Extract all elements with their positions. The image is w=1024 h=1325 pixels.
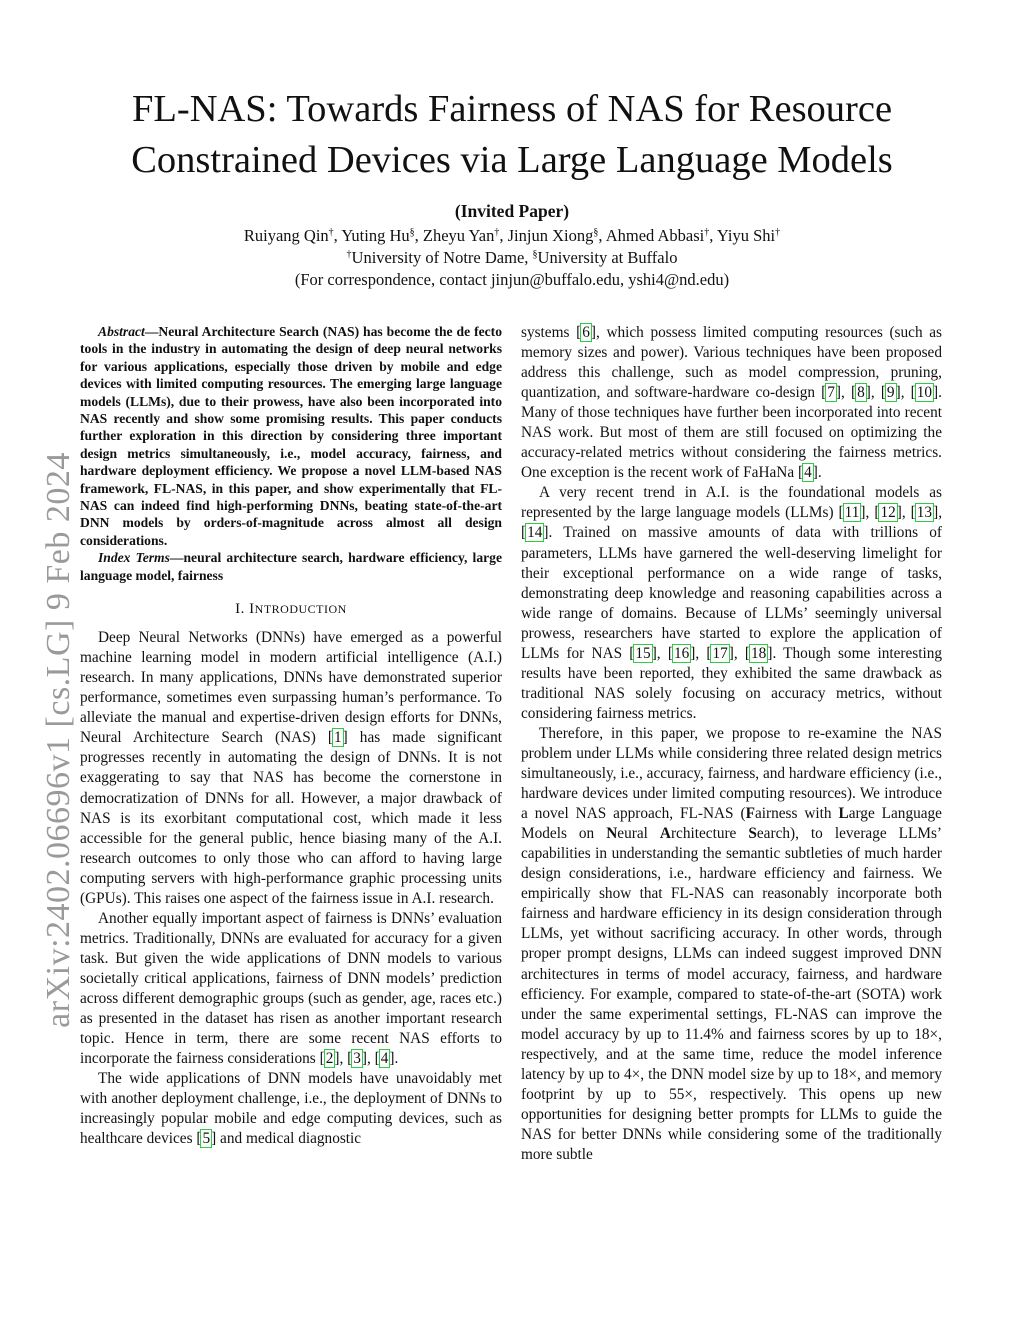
- paragraph: [80, 909, 502, 1069]
- arxiv-side-identifier: arXiv:2402.06696v1 [cs.LG] 9 Feb 2024: [40, 452, 77, 1028]
- paragraph: [521, 724, 942, 1165]
- bracket: [: [910, 384, 916, 402]
- bracket: [: [744, 644, 751, 662]
- author-name: Zheyu Yan: [422, 226, 495, 245]
- citation-link[interactable]: 16: [673, 644, 690, 662]
- bracket: ]: [342, 729, 348, 747]
- separator: ,: [900, 384, 911, 402]
- separator: ,: [870, 384, 881, 402]
- citation-link[interactable]: 13: [916, 504, 933, 522]
- bracket: ]: [690, 644, 696, 662]
- separator: ,: [499, 226, 508, 245]
- bracket: ]: [590, 324, 596, 341]
- affiliation-2: University at Buffalo: [537, 248, 678, 267]
- text: and medical diagnostic: [216, 1130, 362, 1148]
- text: airness with: [754, 805, 839, 823]
- citation-link[interactable]: 1: [333, 729, 342, 747]
- text: has made significant progresses recently in automating the design of DNNs. It is not exaggerating to say that NAS has become the cornerstone in democratization of DNNs for all. However, a major drawback of NAS is its exorbitant computational cost, which made it less accessible for the general public, hence biasing many of the A.I. research outcomes to only those who can afford to having large computing servers with high-performance graphic processing units (GPUs). This raises one aspect of the fairness issue in A.I. research.: [80, 729, 502, 907]
- citation-link[interactable]: 17: [712, 644, 728, 662]
- text: The wide applications of DNN models have unavoidably met with another deployment challenge, i.e., the deployment of DNNs to increasingly popular mobile and edge computing devices, such as healthcare devices: [80, 1070, 502, 1148]
- bracket: [: [576, 324, 582, 341]
- bracket: [: [327, 729, 333, 747]
- index-terms: [80, 549, 502, 584]
- bracket: ]: [895, 384, 901, 402]
- bracket: ]: [933, 384, 939, 402]
- citation-link[interactable]: 2: [325, 1050, 334, 1068]
- affiliations: [0, 247, 1024, 269]
- affiliation-mark: §: [593, 227, 599, 238]
- separator: ,: [695, 644, 707, 662]
- abstract: [80, 323, 502, 549]
- index-terms-text: neural architecture search, hardware efficiency, large language model, fairness: [80, 550, 502, 583]
- citation-link[interactable]: 11: [844, 504, 860, 522]
- bracket: [: [319, 1050, 325, 1068]
- affiliation-mark: †: [346, 249, 352, 260]
- bracket: [: [347, 1050, 353, 1068]
- bracket: ]: [933, 504, 939, 522]
- affiliation-mark: §: [532, 249, 538, 260]
- text: .: [394, 1050, 399, 1068]
- citation-link[interactable]: 10: [916, 384, 933, 402]
- bracket: [: [874, 504, 880, 522]
- citation-link[interactable]: 18: [751, 644, 767, 662]
- acronym-letter: N: [606, 825, 618, 843]
- citation-link[interactable]: 7: [827, 384, 835, 402]
- bracket: [: [910, 504, 916, 522]
- citation-link[interactable]: 14: [527, 524, 543, 542]
- author-name: Yiyu Shi: [716, 226, 776, 245]
- text: A very recent trend in A.I. is the foundational models as represented by the large language models (LLMs): [521, 484, 942, 522]
- acronym-letter: L: [838, 805, 849, 823]
- citation-link[interactable]: 8: [857, 384, 865, 402]
- bracket: [: [706, 644, 712, 662]
- bracket: [: [838, 504, 844, 522]
- author-name: Jinjun Xiong: [507, 226, 594, 245]
- bracket: [: [850, 384, 857, 402]
- section-heading-introduction: [80, 599, 502, 619]
- dash: —: [144, 324, 159, 339]
- separator: ,: [865, 504, 875, 522]
- separator: ,: [709, 226, 717, 245]
- text: Another equally important aspect of fairness is DNNs’ evaluation metrics. Traditionally, DNNs are evaluated for accuracy for a given task. But given the wide applications of DNN models to various societally critical applications, fairness of DNN models’ prediction across different demographic groups (such as gender, age, races etc.) as presented in the dataset has risen as another important research topic. Hence in term, there are some recent NAS efforts to incorporate the fairness considerations: [80, 909, 502, 1068]
- paragraph: [80, 1069, 502, 1149]
- text: earch), to leverage LLMs’ capabilities in understanding the semantic subtleties of much harder design considerations, i.e., hardware efficiency and fairness. We empirically show that FL-NAS can reasonably incorporate both fairness and hardware efficiency in its design consideration through LLMs, yet without sacrificing accuracy. In other words, through proper prompt designs, LLMs can indeed suggest improved DNN architectures in terms of model accuracy, fairness, and hardware efficiency. For example, compared to state-of-the-art (SOTA) work under the same experimental settings, FL-NAS can improve the model accuracy by up to 11.4% and fairness scores by up to 18×, respectively, and at the same time, reduce the model inference latency by up to 4×, the DNN model size by up to 18×, and memory footprint by up to 55×, respectively. This opens up new opportunities for designing better prompts for LLMs to guide the NAS for better DNNs while considering some of the traditionally more subtle: [521, 825, 943, 1163]
- acronym-letter: A: [659, 825, 671, 843]
- bracket: [: [196, 1130, 202, 1148]
- bracket: ]: [543, 524, 549, 542]
- citation-link[interactable]: 3: [353, 1050, 361, 1068]
- title-line-2: Constrained Devices via Large Language Models: [131, 139, 893, 181]
- separator: ,: [339, 1050, 348, 1068]
- author-list: [0, 225, 1024, 247]
- author-name: Yuting Hu: [341, 226, 410, 245]
- bracket: ]: [896, 504, 902, 522]
- bracket: [: [821, 384, 827, 402]
- paragraph: [80, 628, 502, 909]
- dash: —: [169, 550, 184, 566]
- citation-link[interactable]: 4: [380, 1050, 389, 1068]
- separator: ,: [333, 226, 342, 245]
- bracket: ]: [361, 1050, 367, 1068]
- bracket: [: [667, 644, 673, 662]
- separator: ,: [414, 226, 423, 245]
- bracket: [: [374, 1050, 380, 1068]
- separator: ,: [598, 226, 606, 245]
- bracket: [: [797, 464, 804, 482]
- text: . Though some interesting results have been reported, they exhibited the same drawback as traditional NAS solely focusing on accuracy metrics, without considering fairness metrics.: [521, 644, 943, 722]
- section-title-rest: NTRODUCTION: [254, 602, 347, 617]
- bracket: ]: [389, 1050, 395, 1068]
- affiliation-1: University of Notre Dame,: [351, 248, 533, 267]
- citation-link[interactable]: 12: [880, 504, 896, 522]
- paragraph: [521, 483, 942, 724]
- right-column: [521, 323, 942, 1165]
- separator: ,: [938, 504, 943, 522]
- invited-paper-label: (Invited Paper): [454, 201, 570, 221]
- bracket: ]: [865, 384, 871, 402]
- separator: ,: [841, 384, 851, 402]
- section-title-initial: I: [249, 601, 255, 618]
- bracket: ]: [835, 384, 842, 402]
- text: Therefore, in this paper, we propose to re-examine the NAS problem under LLMs while considering three related design metrics simultaneously, i.e., accuracy, fairness, and hardware efficiency (i.e., hardware devices under limited computing resources). We introduce a novel NAS approach, FL-NAS (: [521, 724, 942, 823]
- text: . Trained on massive amounts of data with trillions of parameters, LLMs have garnered the well-deserving limelight for their exceptional performance on a wide range of tasks, demonstrating deep knowledge and reasoning capabilities across a wide range of domains. Because of LLMs’ seemingly universal prowess, researchers have started to explore the application of LLMs for NAS: [521, 524, 942, 662]
- citation-link[interactable]: 15: [635, 644, 651, 662]
- affiliation-mark: †: [775, 227, 781, 238]
- left-column: [80, 323, 502, 1149]
- bracket: ]: [812, 464, 818, 482]
- abstract-text: Neural Architecture Search (NAS) has become the de fecto tools in the industry in automating the design of deep neural networks for various applications, especially those driven by mobile and edge devices with limited computing resources. The emerging large language models (LLMs), due to their prowess, have also been incorporated into NAS recently and show some promising results. This paper conducts further exploration in this direction by considering three important design metrics simultaneously, i.e., model accuracy, fairness, and hardware deployment efficiency. We propose a novel LLM-based NAS framework, FL-NAS, in this paper, and show experimentally that FL-NAS can indeed find high-performing DNNs, beating state-of-the-art DNN models by orders-of-magnitude across almost all design considerations.: [80, 324, 502, 548]
- title-line-1: FL-NAS: Towards Fairness of NAS for Resource: [131, 88, 893, 130]
- affiliation-mark: †: [328, 227, 334, 238]
- text: systems: [521, 324, 577, 341]
- bracket: [: [629, 644, 635, 662]
- bracket: ]: [211, 1130, 217, 1148]
- bracket: [: [521, 524, 527, 542]
- affiliation-mark: §: [409, 227, 415, 238]
- author-name: Ruiyang Qin: [243, 226, 329, 245]
- text: Deep Neural Networks (DNNs) have emerged as a powerful machine learning model in modern artificial intelligence (A.I.) research. In many applications, DNNs have demonstrated superior performance, sometimes even surpassing human’s performance. To alleviate the manual and expertise-driven design efforts for DNNs, Neural Architecture Search (NAS): [80, 629, 502, 747]
- paper-title: [60, 84, 964, 186]
- acronym-letter: F: [745, 805, 755, 823]
- separator: ,: [733, 644, 745, 662]
- text: rchitecture: [670, 825, 749, 843]
- affiliation-mark: †: [704, 227, 710, 238]
- text: . Many of those techniques have further been incorporated into recent NAS work. But most of them are still focused on optimizing the accuracy-related metrics without considering the fairness metrics. One exception is the recent work of FaHaNa: [521, 384, 942, 482]
- separator: ,: [656, 644, 668, 662]
- bracket: ]: [767, 644, 773, 662]
- correspondence-contact: (For correspondence, contact jinjun@buffalo.edu, yshi4@nd.edu): [294, 270, 730, 289]
- author-name: Ahmed Abbasi: [605, 226, 705, 245]
- acronym-letter: S: [748, 825, 757, 843]
- text: .: [817, 464, 822, 482]
- separator: ,: [901, 504, 911, 522]
- bracket: [: [880, 384, 886, 402]
- text: , which possess limited computing resources (such as memory sizes and power). Various techniques have been proposed address this challenge, such as model compression, pruning, quantization, and software-hardware co-design: [521, 324, 942, 402]
- abstract-label: Abstract: [98, 324, 145, 339]
- affiliation-mark: †: [494, 227, 500, 238]
- citation-link[interactable]: 6: [582, 324, 590, 341]
- citation-link[interactable]: 4: [804, 464, 812, 482]
- section-numeral: I.: [235, 601, 250, 618]
- text: eural: [617, 825, 660, 843]
- paragraph: [521, 323, 942, 483]
- citation-link[interactable]: 9: [886, 384, 895, 402]
- citation-link[interactable]: 5: [202, 1130, 211, 1148]
- bracket: ]: [728, 644, 734, 662]
- text: arge Language Models on: [521, 805, 942, 843]
- index-terms-label: Index Terms: [98, 550, 170, 566]
- bracket: ]: [651, 644, 657, 662]
- bracket: ]: [334, 1050, 340, 1068]
- bracket: ]: [860, 504, 866, 522]
- author-block: [0, 225, 1024, 291]
- separator: ,: [366, 1050, 375, 1068]
